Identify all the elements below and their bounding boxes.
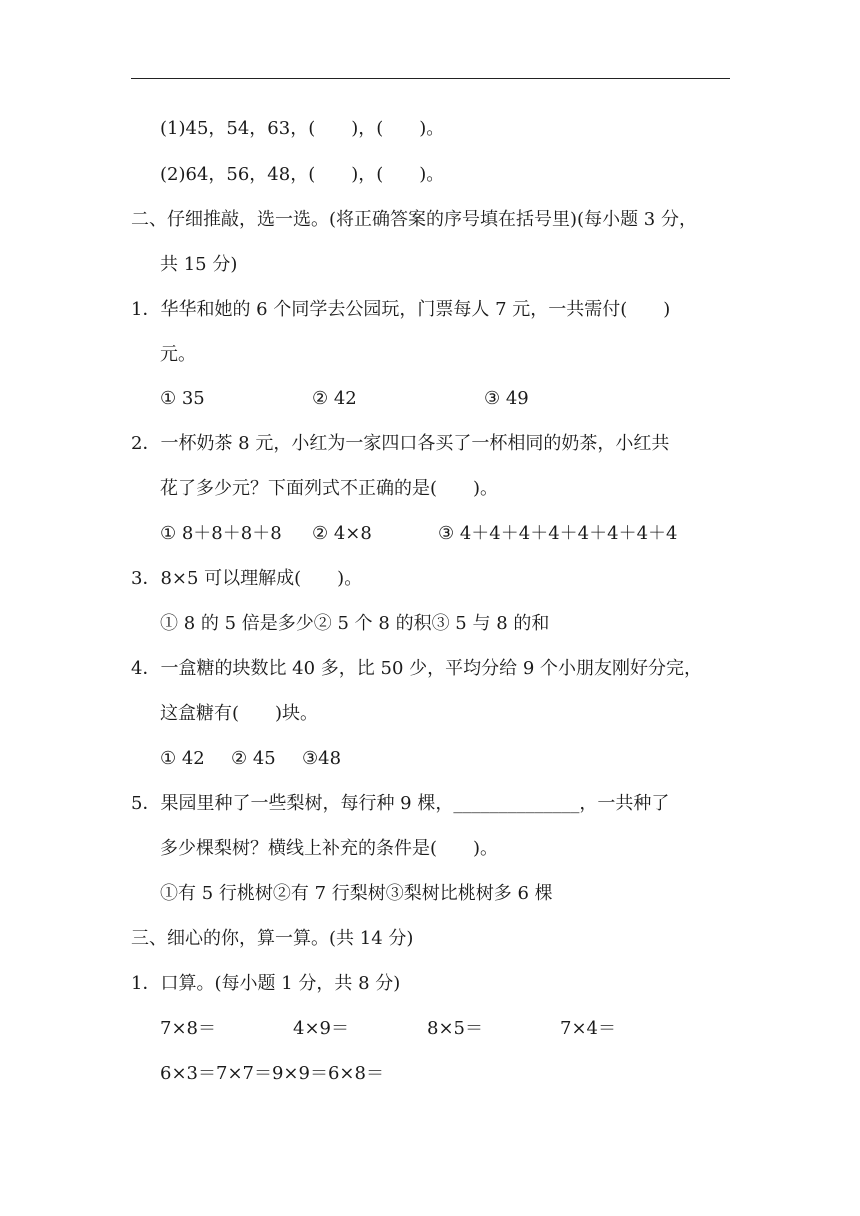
q4-option-2: ② 45 [231,748,276,769]
part1-item-1: (1)45，54，63，( )，( )。 [160,118,445,139]
q1-stem: 1．华华和她的 6 个同学去公园玩，门票每人 7 元，一共需付( ) [131,299,671,320]
q1-option-3: ③ 49 [484,388,529,409]
q2-option-3: ③ 4＋4＋4＋4＋4＋4＋4＋4 [438,523,678,544]
q1-stem-cont: 元。 [160,344,196,365]
q1-option-2: ② 42 [312,388,357,409]
q5-stem: 5．果园里种了一些梨树，每行种 9 棵，______________，一共种了 [131,793,670,814]
header-rule [131,78,730,79]
calc-item-1: 7×8＝ [160,1018,216,1039]
q1-option-1: ① 35 [160,388,205,409]
section3-heading: 三、细心的你，算一算。(共 14 分) [131,928,414,949]
q3-stem: 3．8×5 可以理解成( )。 [131,568,363,589]
section2-heading-cont: 共 15 分) [160,254,238,275]
calc-item-3: 8×5＝ [427,1018,483,1039]
q2-option-2: ② 4×8 [312,523,372,544]
q5-options: ①有 5 行桃树②有 7 行梨树③梨树比桃树多 6 棵 [160,883,553,904]
q2-stem-cont: 花了多少元？下面列式不正确的是( )。 [160,478,499,499]
section3-sub1: 1．口算。(每小题 1 分，共 8 分) [131,973,401,994]
q4-stem: 4．一盒糖的块数比 40 多，比 50 少，平均分给 9 个小朋友刚好分完， [131,658,703,679]
calc-item-4: 7×4＝ [560,1018,616,1039]
q4-stem-cont: 这盒糖有( )块。 [160,703,319,724]
part1-item-2: (2)64，56，48，( )，( )。 [160,164,445,185]
q2-option-1: ① 8＋8＋8＋8 [160,523,282,544]
calc-row-2: 6×3＝7×7＝9×9＝6×8＝ [160,1063,384,1084]
q4-option-1: ① 42 [160,748,205,769]
q2-stem: 2．一杯奶茶 8 元，小红为一家四口各买了一杯相同的奶茶，小红共 [131,433,670,454]
q5-stem-cont: 多少棵梨树？横线上补充的条件是( )。 [160,838,499,859]
calc-item-2: 4×9＝ [293,1018,349,1039]
section2-heading: 二、仔细推敲，选一选。(将正确答案的序号填在括号里)(每小题 3 分， [131,209,697,230]
q3-options: ① 8 的 5 倍是多少② 5 个 8 的积③ 5 与 8 的和 [160,613,550,634]
q4-option-3: ③48 [302,748,342,769]
